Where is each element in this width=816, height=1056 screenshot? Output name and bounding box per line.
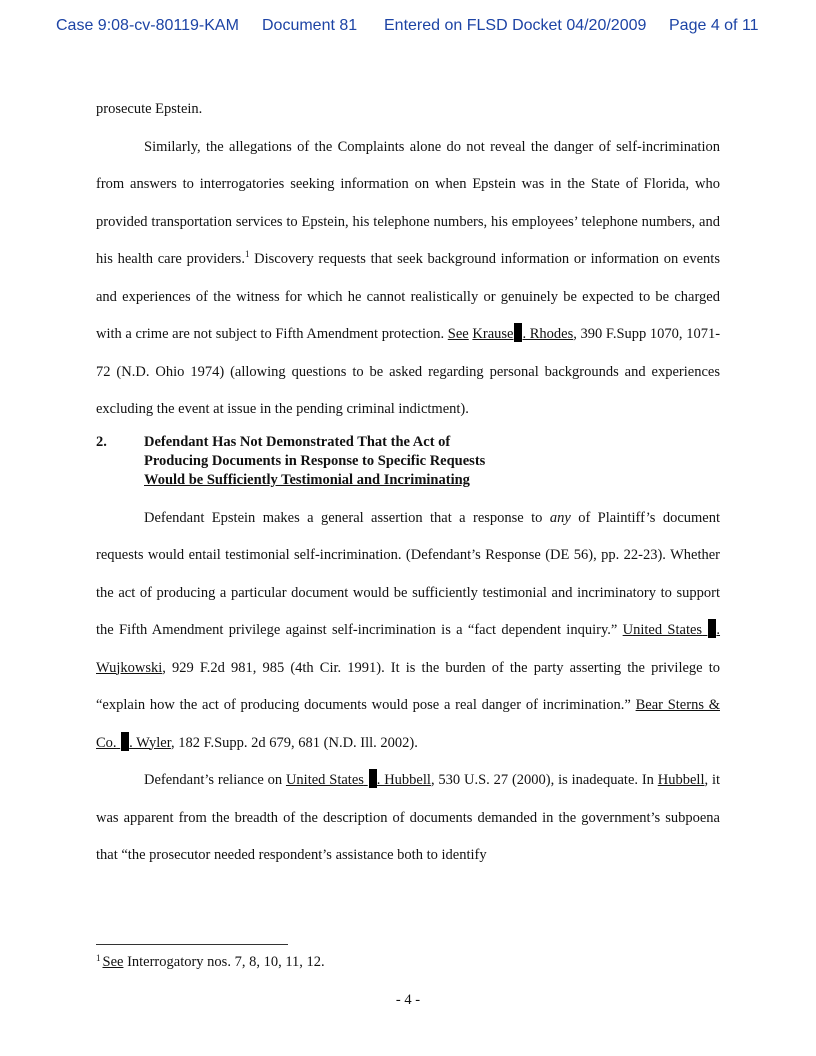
- page-of: Page 4 of 11: [669, 17, 759, 34]
- document-number: Document 81: [262, 17, 358, 34]
- docket-header: [56, 17, 776, 39]
- paragraph-general-assertion: Defendant Epstein makes a general assertion that a response to any of Plaintiff’s document requests would entail testimonial self-incrimination. (Defendant’s Response (DE 56), pp. 22-23). Whether the act of producing a particular document would be sufficiently testimonial and incriminatory to support the Fifth Amendment privilege against self-incrimination is a “fact dependent inquiry.” United States . Wujkowski, 929 F.2d 981, 985 (4th Cir. 1991). It is the burden of the party asserting the privilege to “explain how the act of producing documents would pose a real danger of incrimination.” Bear Sterns & Co. . Wyler, 182 F.Supp. 2d 679, 681 (N.D. Ill. 2002).: [96, 509, 721, 751]
- footnote-reference: 1: [244, 249, 250, 259]
- paragraph-interrogatories: Similarly, the allegations of the Complaints alone do not reveal the danger of self-incrimination from answers to interrogatories seeking information on when Epstein was in the State of Florida, who provided transportation services to Epstein, his telephone numbers, his employees’ telephone numbers, and his health care providers.$^1$ Discovery requests that seek background information or information on events and experiences of the witness for which he cannot realistically or genuinely be expected to be charged with a crime are not subject to Fifth Amendment protection. See Krause . Rhodes, 390 F.Supp 1070, 1071-72 (N.D. Ohio 1974) (allowing questions to be asked regarding personal backgrounds and experiences excluding the event at issue in the pending criminal indictment).: [96, 138, 721, 417]
- case-short-hubbell: Hubbell: [657, 772, 705, 788]
- case-name-wujkowski: United States . Wujkowski: [96, 622, 720, 676]
- case-name-krause: Krause . Rhodes: [472, 326, 573, 342]
- entered-date: Entered on FLSD Docket 04/20/2009: [384, 17, 647, 34]
- section-heading: [96, 433, 720, 490]
- footnote-divider: [96, 944, 288, 945]
- document-body: [96, 91, 720, 875]
- case-name-wyler: Bear Sterns & Co. . Wyler: [96, 697, 720, 751]
- heading-line-1: Defendant Has Not Demonstrated That the Act of: [144, 433, 451, 450]
- page-number: - 4 -: [395, 992, 421, 1008]
- heading-line-2: Producing Documents in Response to Specific Requests: [144, 452, 486, 469]
- section-number: 2.: [96, 433, 107, 450]
- footnote: [96, 954, 325, 971]
- redaction-block: [369, 769, 377, 788]
- footnote-text: Interrogatory nos. 7, 8, 10, 11, 12.: [123, 954, 325, 970]
- heading-line-3: Would be Sufficiently Testimonial and Incriminating: [144, 471, 470, 488]
- case-name-hubbell: United States . Hubbell: [286, 772, 431, 788]
- paragraph-hubbell: Defendant’s reliance on United States . Hubbell, 530 U.S. 27 (2000), is inadequate. In Hubbell, it was apparent from the breadth of the description of documents demanded in the government’s subpoena that “the prosecutor needed respondent’s assistance both to identify: [96, 762, 720, 875]
- paragraph-continuation: prosecute Epstein.: [96, 101, 203, 117]
- emphasis-any: any: [549, 509, 571, 526]
- redaction-block: [121, 732, 129, 751]
- case-number: Case 9:08-cv-80119-KAM: [56, 17, 239, 34]
- footnote-number: 1: [96, 953, 101, 963]
- footnote-signal-see: See: [102, 954, 124, 970]
- signal-see: See: [447, 326, 469, 342]
